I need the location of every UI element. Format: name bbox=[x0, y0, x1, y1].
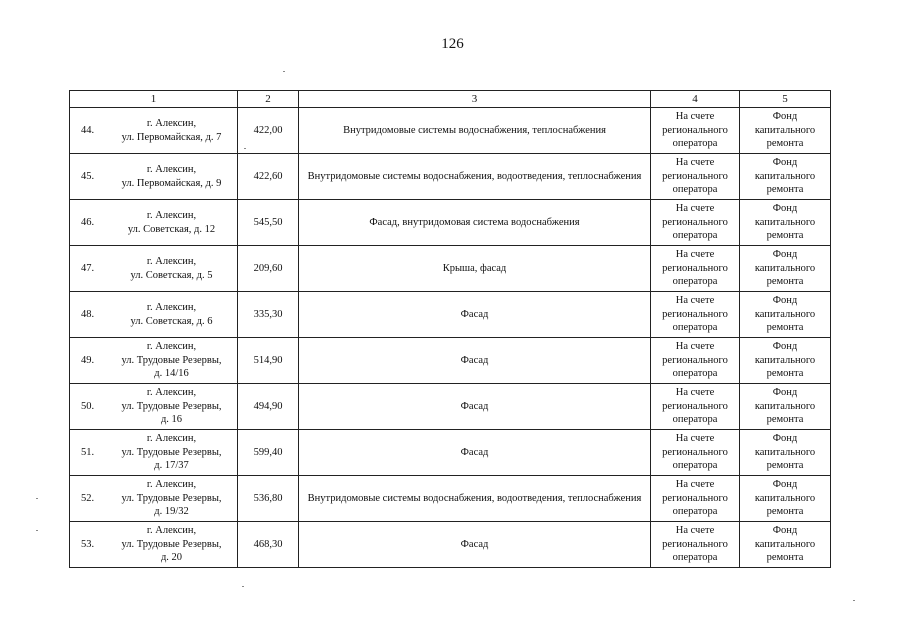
scan-speck bbox=[36, 530, 38, 531]
works-cell: Фасад, внутридомовая система водоснабжения bbox=[299, 200, 651, 246]
address-text: г. Алексин, ул. Трудовые Резервы, д. 20 bbox=[121, 525, 222, 564]
address-cell bbox=[70, 522, 238, 568]
address-text: г. Алексин, ул. Трудовые Резервы, д. 14/16 bbox=[121, 341, 222, 380]
works-cell: Внутридомовые системы водоснабжения, теплоснабжения bbox=[299, 108, 651, 154]
row-number: 45. bbox=[81, 170, 95, 182]
row-number: 52. bbox=[81, 492, 95, 504]
address-cell bbox=[70, 384, 238, 430]
works-cell: Внутридомовые системы водоснабжения, водоотведения, теплоснабжения bbox=[299, 476, 651, 522]
table-row bbox=[70, 108, 831, 154]
fund-cell: Фонд капитального ремонта bbox=[740, 384, 831, 430]
account-cell: На счете регионального оператора bbox=[651, 154, 740, 200]
scan-speck bbox=[244, 148, 246, 149]
row-number: 50. bbox=[81, 400, 95, 412]
address-text: г. Алексин, ул. Первомайская, д. 7 bbox=[121, 117, 222, 143]
works-cell: Фасад bbox=[299, 292, 651, 338]
address-cell bbox=[70, 476, 238, 522]
address-cell bbox=[70, 246, 238, 292]
row-number: 48. bbox=[81, 308, 95, 320]
address-cell bbox=[70, 200, 238, 246]
account-cell: На счете регионального оператора bbox=[651, 200, 740, 246]
address-cell bbox=[70, 292, 238, 338]
fund-cell: Фонд капитального ремонта bbox=[740, 154, 831, 200]
works-cell: Фасад bbox=[299, 430, 651, 476]
area-cell: 599,40 bbox=[238, 430, 299, 476]
area-cell: 335,30 bbox=[238, 292, 299, 338]
account-cell: На счете регионального оператора bbox=[651, 338, 740, 384]
table-row bbox=[70, 430, 831, 476]
address-cell bbox=[70, 430, 238, 476]
column-header: 5 bbox=[740, 91, 831, 108]
table-row bbox=[70, 246, 831, 292]
row-number: 51. bbox=[81, 446, 95, 458]
table-row bbox=[70, 292, 831, 338]
table-row bbox=[70, 200, 831, 246]
page-number: 126 bbox=[441, 36, 464, 52]
fund-cell: Фонд капитального ремонта bbox=[740, 246, 831, 292]
address-text: г. Алексин, ул. Советская, д. 12 bbox=[127, 209, 216, 235]
area-cell: 422,60 bbox=[238, 154, 299, 200]
account-cell: На счете регионального оператора bbox=[651, 522, 740, 568]
scan-speck bbox=[853, 600, 855, 601]
works-cell: Внутридомовые системы водоснабжения, водоотведения, теплоснабжения bbox=[299, 154, 651, 200]
table-row bbox=[70, 338, 831, 384]
address-text: г. Алексин, ул. Советская, д. 6 bbox=[130, 301, 213, 327]
row-number: 47. bbox=[81, 262, 95, 274]
row-number: 49. bbox=[81, 354, 95, 366]
area-cell: 209,60 bbox=[238, 246, 299, 292]
address-cell bbox=[70, 108, 238, 154]
table-row bbox=[70, 384, 831, 430]
table-body bbox=[70, 108, 831, 568]
address-text: г. Алексин, ул. Советская, д. 5 bbox=[130, 255, 213, 281]
address-text: г. Алексин, ул. Первомайская, д. 9 bbox=[121, 163, 222, 189]
table-row bbox=[70, 522, 831, 568]
fund-cell: Фонд капитального ремонта bbox=[740, 292, 831, 338]
address-cell bbox=[70, 338, 238, 384]
account-cell: На счете регионального оператора bbox=[651, 292, 740, 338]
column-header: 2 bbox=[238, 91, 299, 108]
address-cell bbox=[70, 154, 238, 200]
scan-speck bbox=[36, 498, 38, 499]
works-cell: Фасад bbox=[299, 384, 651, 430]
scan-speck bbox=[283, 71, 285, 72]
capital-repair-table bbox=[69, 90, 831, 568]
account-cell: На счете регионального оператора bbox=[651, 430, 740, 476]
column-header: 3 bbox=[299, 91, 651, 108]
account-cell: На счете регионального оператора bbox=[651, 108, 740, 154]
address-text: г. Алексин, ул. Трудовые Резервы, д. 17/37 bbox=[121, 433, 222, 472]
account-cell: На счете регионального оператора bbox=[651, 384, 740, 430]
works-cell: Фасад bbox=[299, 522, 651, 568]
row-number: 53. bbox=[81, 538, 95, 550]
table-row bbox=[70, 476, 831, 522]
area-cell: 422,00 bbox=[238, 108, 299, 154]
account-cell: На счете регионального оператора bbox=[651, 476, 740, 522]
column-header: 1 bbox=[70, 91, 238, 108]
row-number: 46. bbox=[81, 216, 95, 228]
row-number: 44. bbox=[81, 124, 95, 136]
area-cell: 514,90 bbox=[238, 338, 299, 384]
works-cell: Фасад bbox=[299, 338, 651, 384]
fund-cell: Фонд капитального ремонта bbox=[740, 108, 831, 154]
works-cell: Крыша, фасад bbox=[299, 246, 651, 292]
area-cell: 545,50 bbox=[238, 200, 299, 246]
table-row bbox=[70, 154, 831, 200]
fund-cell: Фонд капитального ремонта bbox=[740, 476, 831, 522]
column-header: 4 bbox=[651, 91, 740, 108]
area-cell: 468,30 bbox=[238, 522, 299, 568]
area-cell: 536,80 bbox=[238, 476, 299, 522]
scan-speck bbox=[242, 586, 244, 587]
fund-cell: Фонд капитального ремонта bbox=[740, 522, 831, 568]
fund-cell: Фонд капитального ремонта bbox=[740, 338, 831, 384]
address-text: г. Алексин, ул. Трудовые Резервы, д. 16 bbox=[121, 387, 222, 426]
area-cell: 494,90 bbox=[238, 384, 299, 430]
fund-cell: Фонд капитального ремонта bbox=[740, 430, 831, 476]
address-text: г. Алексин, ул. Трудовые Резервы, д. 19/32 bbox=[121, 479, 222, 518]
account-cell: На счете регионального оператора bbox=[651, 246, 740, 292]
table-header-row bbox=[70, 91, 831, 108]
fund-cell: Фонд капитального ремонта bbox=[740, 200, 831, 246]
